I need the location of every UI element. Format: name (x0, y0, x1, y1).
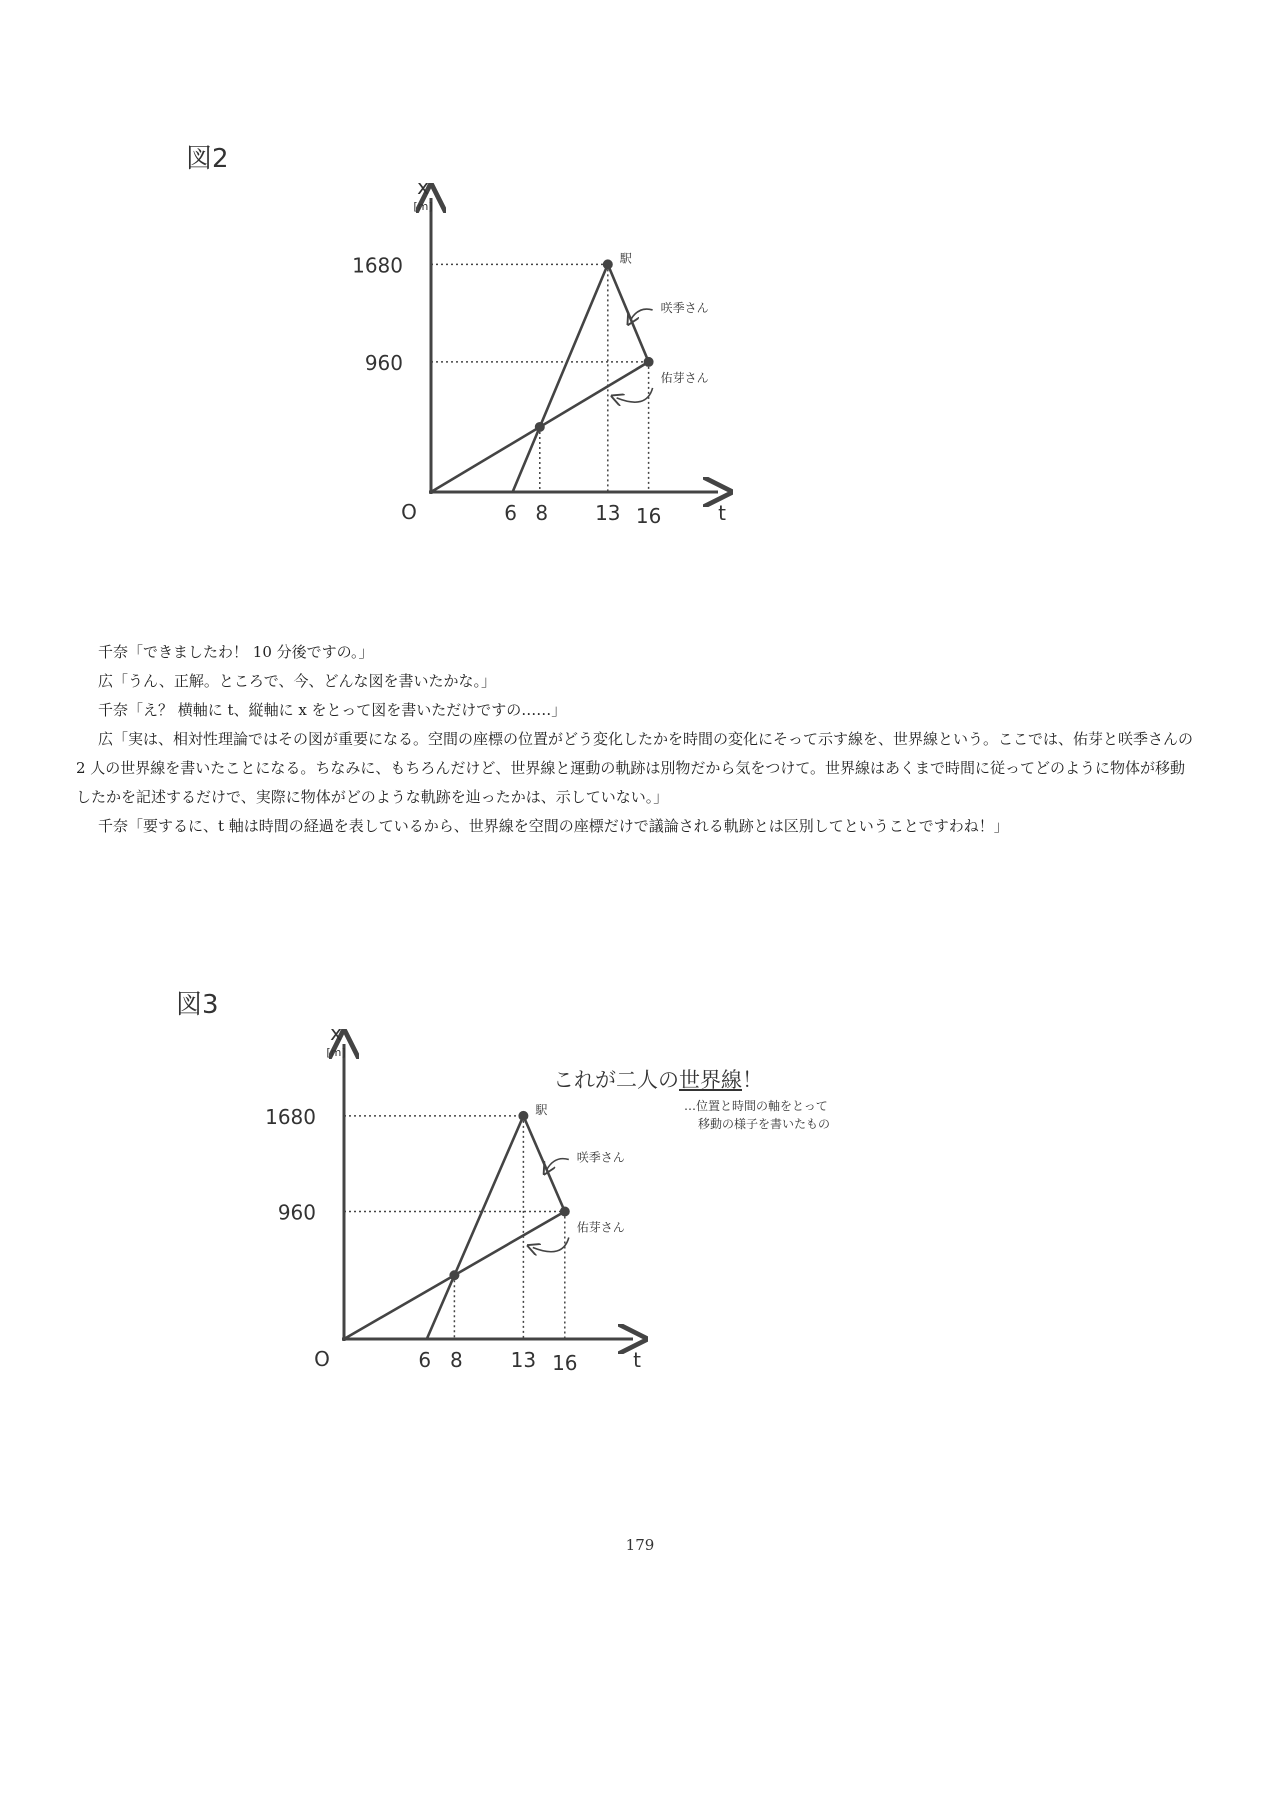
annotation-title-underlined: 世界線 (679, 1068, 742, 1092)
yume-label: 佑芽さん (576, 1220, 625, 1235)
y-axis-symbol: x (417, 175, 429, 199)
x-tick-13: 13 (510, 1348, 537, 1372)
x-tick-6: 6 (504, 501, 517, 525)
y-tick-1680: 1680 (265, 1104, 316, 1129)
annotation-note-2: 移動の様子を書いたもの (698, 1117, 831, 1131)
saki-label: 咲季さん (660, 300, 709, 315)
intersection-point (449, 1270, 459, 1280)
yume-label: 佑芽さん (660, 370, 709, 385)
dialogue-line-4: 広「実は、相対性理論ではその図が重要になる。空間の座標の位置がどう変化したかを時間の変化にそって示す線を、世界線という。ここでは、佑芽と咲季さんの 2 人の世界線を書いたことになる。ちなみに、もちろんだけど、世界線と運動の軌跡は別物だから気をつけて。世界線はあくまで時間に従ってどのように物体が移動したかを記述するだけで、実際に物体がどのような軌跡を辿ったかは、示していない。」 (76, 730, 1194, 806)
annotation-note-1: …位置と時間の軸をとって (684, 1099, 828, 1113)
x-tick-6: 6 (418, 1348, 432, 1372)
x-tick-8: 8 (450, 1348, 463, 1372)
saki-label: 咲季さん (576, 1150, 625, 1165)
station-label: 駅 (619, 251, 632, 266)
y-tick-960: 960 (277, 1200, 316, 1225)
y-tick-1680: 1680 (352, 253, 403, 278)
y-axis-unit: [m] (413, 200, 433, 213)
x-tick-16: 16 (552, 1351, 578, 1375)
world-line-annotation (553, 1064, 763, 1094)
figure-2-label: 図2 (186, 144, 229, 174)
annotation-title-suffix: ！ (742, 1068, 763, 1092)
x-axis-symbol: t (633, 1348, 641, 1372)
dialogue-line-2: 広「うん、正解。ところで、今、どんな図を書いたかな。」 (98, 672, 496, 690)
origin-label: O (401, 500, 417, 524)
station-point (518, 1111, 528, 1121)
page-number: 179 (625, 1536, 655, 1554)
x-tick-8: 8 (535, 501, 549, 525)
saki-world-line (427, 1116, 565, 1339)
saki-pointer-arrow (547, 1159, 569, 1170)
dialogue-line-3: 千奈「え？ 横軸に t、縦軸に x をとって図を書いただけですの……」 (98, 701, 567, 719)
station-label: 駅 (535, 1102, 548, 1117)
y-tick-960: 960 (364, 350, 403, 375)
yume-pointer-arrow (533, 1238, 569, 1252)
origin-label: O (314, 1347, 330, 1371)
dialogue-line-1: 千奈「できましたわ！ 10 分後ですの。」 (98, 643, 374, 661)
y-axis-unit: [m] (326, 1046, 346, 1059)
x-axis-symbol: t (718, 501, 726, 525)
x-tick-16: 16 (635, 504, 662, 528)
y-axis-symbol: x (330, 1021, 342, 1045)
meeting-point (560, 1207, 570, 1217)
dialogue-line-5: 千奈「要するに、t 軸は時間の経過を表しているから、世界線を空間の座標だけで議論される軌跡とは区別してということですわね！」 (98, 817, 1009, 835)
x-tick-13: 13 (595, 501, 621, 525)
annotation-title-prefix: これが二人の (553, 1068, 679, 1092)
figure-3-label: 図3 (176, 990, 219, 1020)
